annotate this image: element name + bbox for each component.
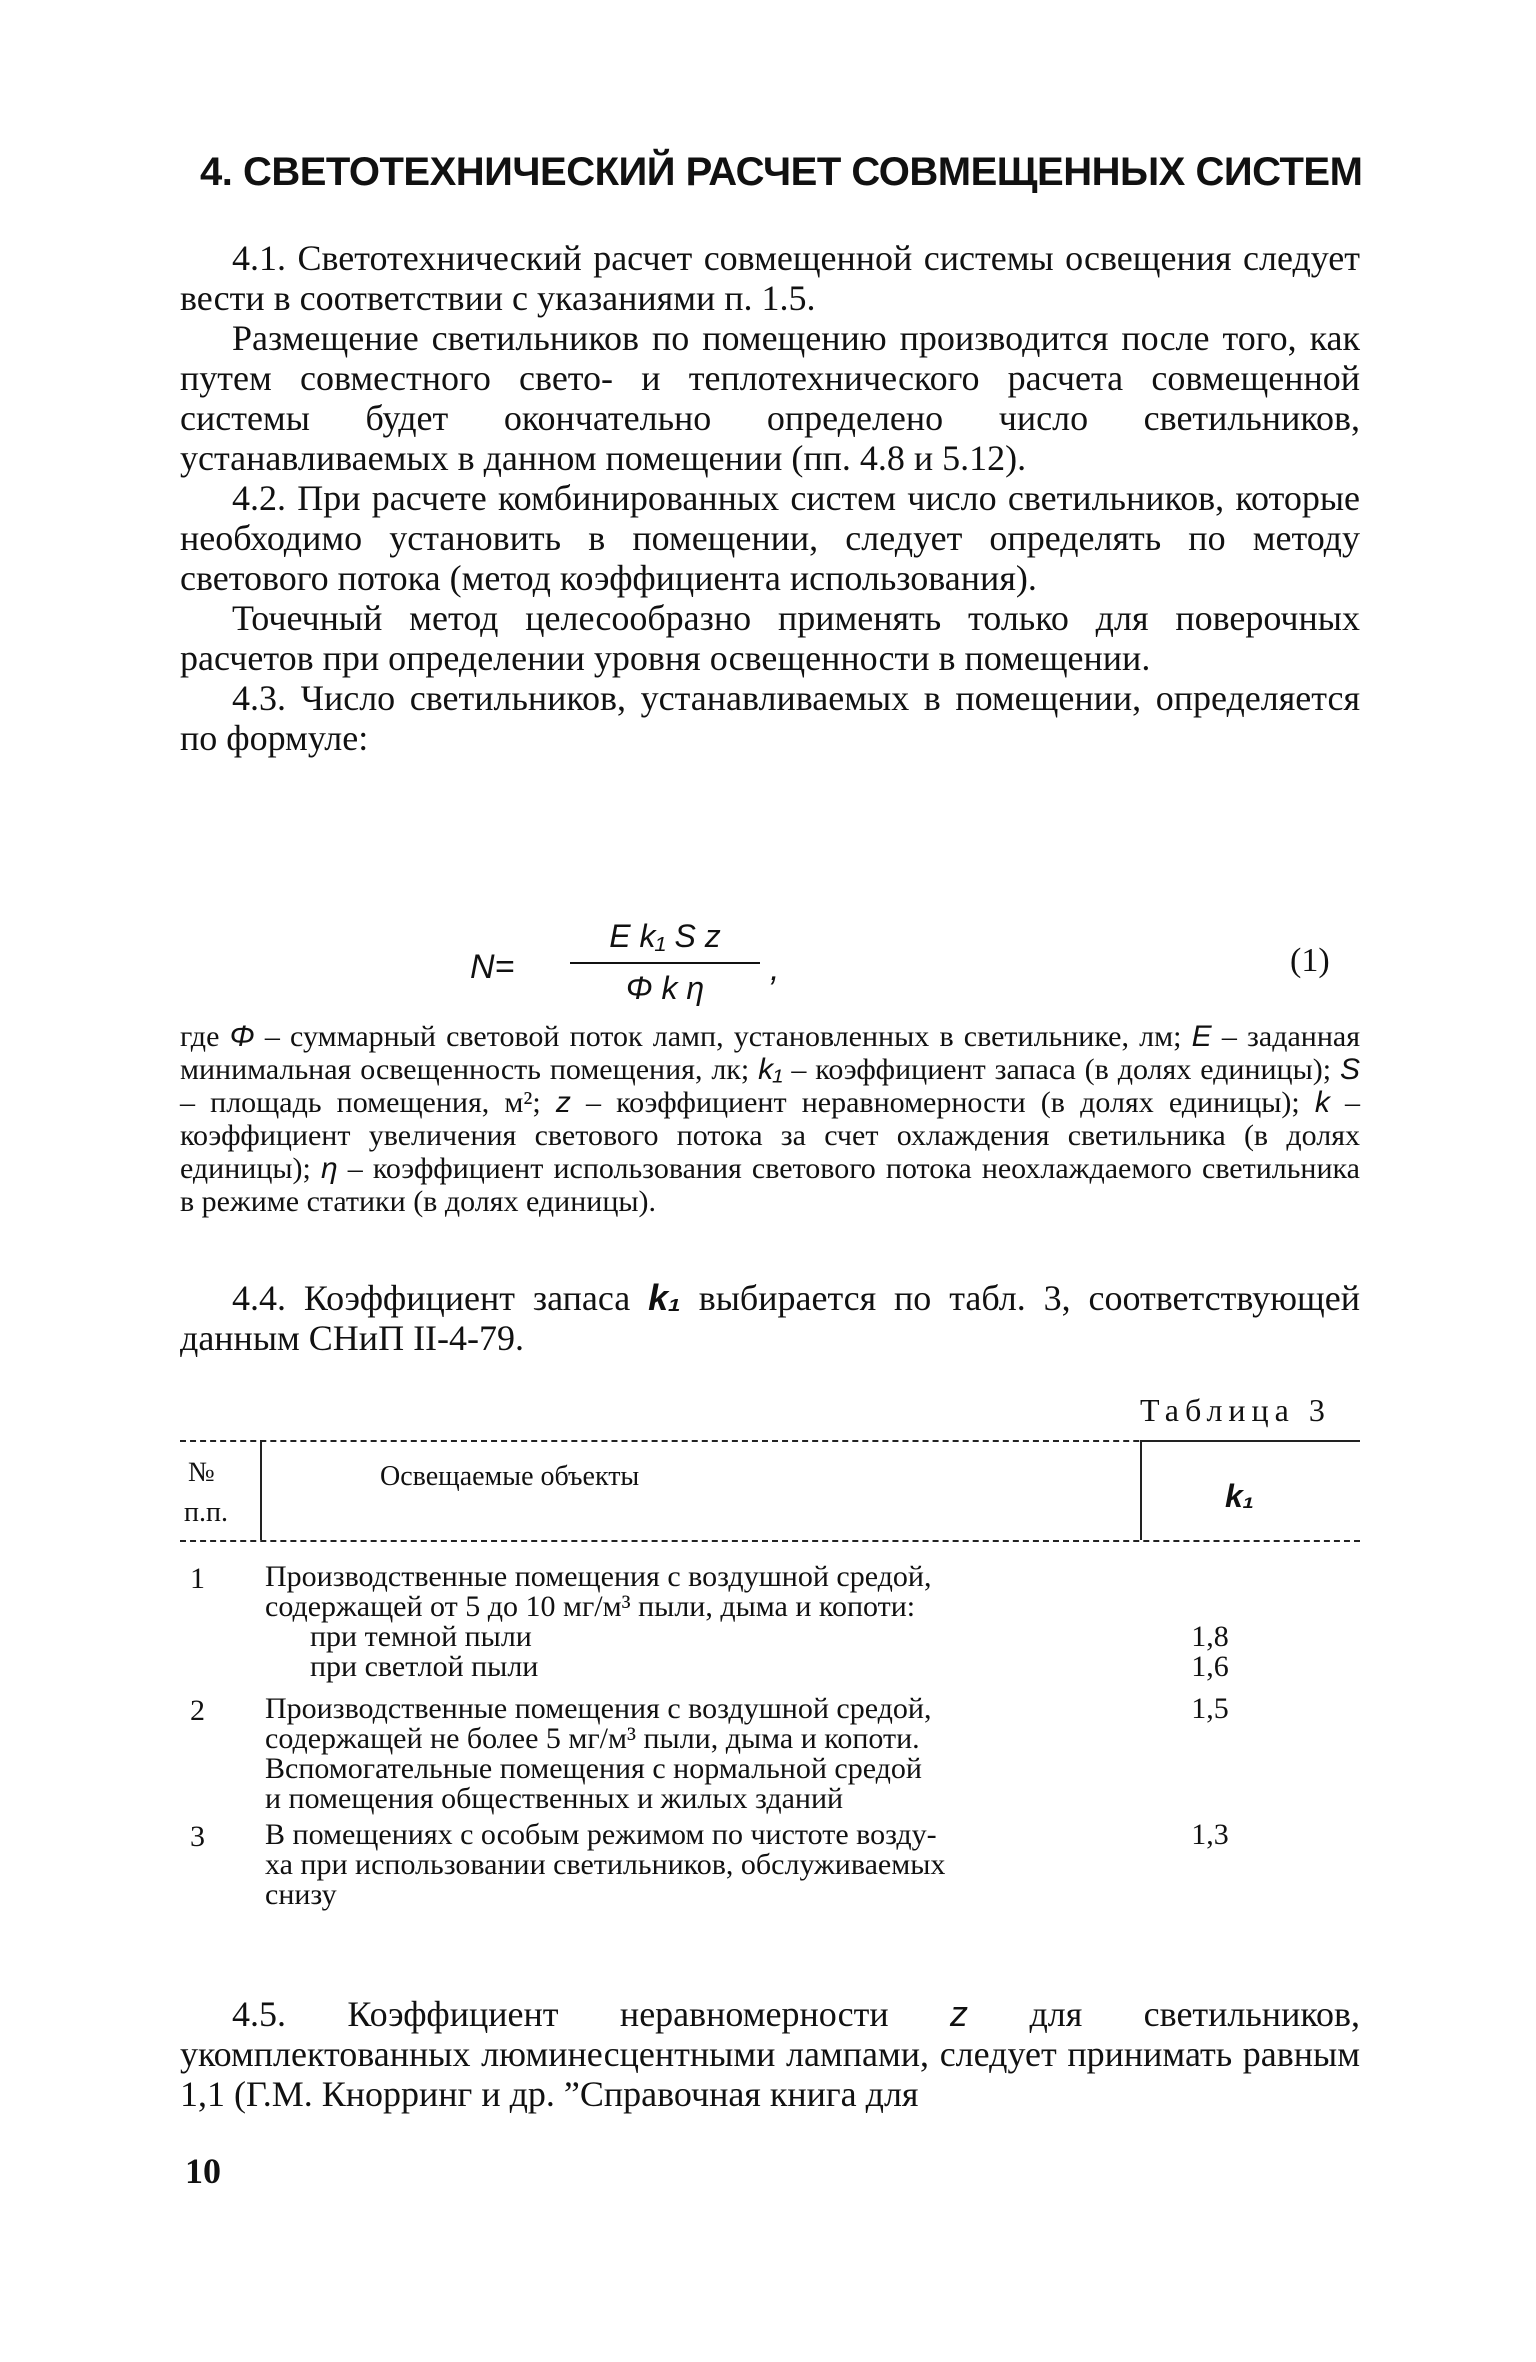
table-col-divider-right [1140, 1440, 1142, 1540]
formula-comma: , [770, 950, 780, 988]
legend-symbol-k1: k₁ [758, 1053, 783, 1086]
paragraph-4-4 [180, 1278, 1360, 1358]
legend-symbol-e: E [1191, 1020, 1212, 1053]
header-objects: Освещаемые объекты [380, 1461, 640, 1492]
header-no-pp: п.п. [184, 1497, 228, 1528]
text-block-top [180, 238, 1360, 758]
p45-text-b: для светильников, укомплектованных люминесцентными лампами, следует принимать равным 1,1 (Г.М. Кнорринг и др. ”Справочная книга для [180, 1994, 1360, 2114]
legend-text-k1: – коэффициент запаса (в долях единицы); [782, 1053, 1340, 1086]
legend-symbol-k: k [1314, 1086, 1330, 1119]
row-3-text: В помещениях с особым режимом по чистоте возду- ха при использовании светильников, обслуживаемых снизу [265, 1818, 946, 1911]
legend-symbol-phi: Φ [229, 1020, 255, 1053]
legend-text-e: – заданная минимальная освещенность помещения, лк; [180, 1020, 1361, 1086]
header-no-symbol: № [188, 1457, 215, 1488]
row-2-num: 2 [190, 1694, 205, 1727]
legend-text-phi: – суммарный световой поток ламп, установленных в светильнике, лм; [254, 1020, 1192, 1053]
p44-symbol-k1: k₁ [648, 1277, 681, 1318]
legend-text-eta: – коэффициент использования светового потока неохлаждаемого светильника в режиме статики (в долях единицы). [180, 1152, 1360, 1218]
page-number: 10 [185, 2151, 221, 2191]
row-1-k-dark: 1,8 [1191, 1620, 1229, 1653]
header-k1: k₁ [1225, 1478, 1255, 1514]
legend-text-s: – площадь помещения, м²; [180, 1086, 556, 1119]
table-header-bottom-rule [180, 1540, 1360, 1542]
table-col-divider-left [260, 1440, 262, 1540]
formula-numerator: E k₁ S z [609, 918, 721, 954]
fraction-bar [570, 962, 760, 964]
equation-number: (1) [1290, 942, 1330, 979]
formula-lhs: N= [470, 948, 515, 986]
legend-symbol-s: S [1339, 1053, 1360, 1086]
paragraph-point-method: Точечный метод целесообразно применять только для поверочных расчетов при определении уровня освещенности в помещении. [180, 598, 1360, 678]
paragraph-4-1: 4.1. Светотехнический расчет совмещенной системы освещения следует вести в соответствии с указаниями п. 1.5. [180, 238, 1360, 318]
p45-symbol-z: z [950, 1993, 969, 2034]
legend-text-z: – коэффициент неравномерности (в долях единицы); [570, 1086, 1315, 1119]
paragraph-4-5 [180, 1994, 1360, 2114]
row-1-num: 1 [190, 1562, 205, 1595]
legend-symbol-z: z [555, 1086, 571, 1119]
formula-1 [470, 910, 1030, 1020]
p45-text-a: 4.5. Коэффициент неравномерности [232, 1994, 951, 2034]
legend-where: где [180, 1020, 220, 1053]
row-3-num: 3 [190, 1820, 205, 1853]
p44-text-a: 4.4. Коэффициент запаса [232, 1278, 649, 1318]
legend-text-k: – коэффициент увеличения светового потока за счет охлаждения светильника (в долях единицы); [180, 1086, 1361, 1185]
legend-symbol-eta: η [321, 1152, 338, 1185]
row-2-text: Производственные помещения с воздушной средой, содержащей не более 5 мг/м³ пыли, дыма и копоти. Вспомогательные помещения с нормальной средой и помещения общественных и жилых зданий [265, 1692, 932, 1815]
table-k-top-rule [1140, 1440, 1360, 1442]
formula-denominator: Φ k η [625, 970, 705, 1006]
section-heading: 4. СВЕТОТЕХНИЧЕСКИЙ РАСЧЕТ СОВМЕЩЕННЫХ СИСТЕМ [200, 150, 1363, 194]
row-1-text: Производственные помещения с воздушной средой, содержащей от 5 до 10 мг/м³ пыли, дыма и копоти: при темной пыли при светлой пыли [265, 1560, 932, 1683]
formula-legend [180, 1020, 1360, 1218]
paragraph-placement: Размещение светильников по помещению производится после того, как путем совместного свето- и теплотехнического расчета совмещенной системы будет окончательно определено число светильников, устанавливаемых в данном помещении (пп. 4.8 и 5.12). [180, 318, 1360, 478]
row-3-k: 1,3 [1191, 1818, 1229, 1851]
paragraph-4-2: 4.2. При расчете комбинированных систем число светильников, которые необходимо установить в помещении, следует определять по методу светового потока (метод коэффициента использования). [180, 478, 1360, 598]
row-1-k-light: 1,6 [1191, 1650, 1229, 1683]
row-2-k: 1,5 [1191, 1692, 1229, 1725]
p44-text-b: выбирается по табл. 3, соответствующей данным СНиП II-4-79. [180, 1278, 1361, 1358]
paragraph-4-3: 4.3. Число светильников, устанавливаемых в помещении, определяется по формуле: [180, 678, 1360, 758]
table-title: Таблица 3 [1140, 1392, 1331, 1428]
